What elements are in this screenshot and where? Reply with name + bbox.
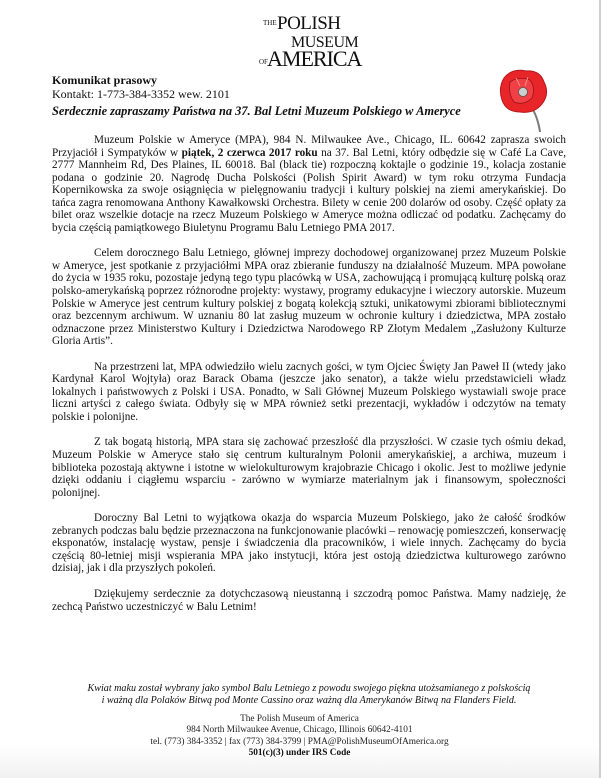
event-date: piątek, 2 czerwca 2017 roku — [181, 146, 318, 159]
footer-separator: | — [301, 736, 308, 747]
caption-line-1: Kwiat maku został wybrany jako symbol Balu Letniego z powodu swojego piękna utożsamianego z polskością — [87, 683, 531, 694]
contact-line: Kontakt: 1-773-384-3352 wew. 2101 — [52, 87, 230, 101]
footer-fax: fax (773) 384-3799 — [228, 736, 302, 747]
footer-tel: tel. (773) 384-3352 — [150, 736, 223, 747]
press-release-header — [52, 73, 230, 101]
paragraph-5: Doroczny Bal Letni to wyjątkowa okazja do wsparcia Muzeum Polskiego, jako że całość środków zebranych podczas balu będzie przeznaczona na funkcjonowanie placówki – renowację pomieszczeń, konserwację eksponatów, instalację wystaw, pensje i świadczenia dla pracowników, i wiele innych. Zachęcamy do bycia częścią 80-letniej misji wspierania MPA jako instytucji, która jest ostoją dziedzictwa kulturowego zarówno dzisiaj, jak i dla przyszłych pokoleń. — [52, 512, 566, 575]
paragraph-1-text-b: na 37. Bal Letni, który odbędzie się w Café La Cave, 2777 Mannheim Rd, Des Plaines, IL 60018. Bal (black tie) rozpoczną koktajle o godzinie 19., kolacja zostanie podana o godzinie 20. Nagrodę Ducha Polskości (Polish Spirit Award) w tym roku otrzyma Fundacja Kopernikowska za swoje osiągnięcia w pielęgnowaniu tradycji i kultury polskiej na ziemi amerykańskiej. Do tańca zagra renomowana Anthony Kawałkowski Orchestra. Bilety w cenie 200 dolarów od osoby. Część opłaty za bilet oraz wszelkie dotacje na rzecz Muzeum Polskiego w Ameryce można odliczać od podatku. Zachęcamy do bycia częścią pamiątkowego Biuletynu Programu Balu Letniego PMA 2017. — [52, 146, 566, 234]
logo-wordmark-icon — [255, 10, 365, 70]
footer-irs-status: 501(c)(3) under IRS Code — [248, 747, 351, 758]
paragraph-6: Dziękujemy serdecznie za dotychczasową nieustanną i szczodrą pomoc Państwa. Mamy nadzieję, że zechcą Państwo uczestniczyć w Balu Letnim! — [52, 587, 566, 613]
logo-museum: MUSEUM — [291, 34, 359, 51]
footer-separator: | — [222, 736, 229, 747]
footer-address: 984 North Milwaukee Avenue, Chicago, Illinois 60642-4101 — [186, 725, 413, 736]
paragraph-4: Z tak bogatą historią, MPA stara się zachować przeszłość dla przyszłości. W czasie tych ośmiu dekad, Muzeum Polskie w Ameryce stało się centrum kulturalnym Polonii amerykańskiej, a archiwa, muzeum i biblioteka pozostają aktywne i istotne w wielokulturowym krajobrazie Chicago i okolic. Jest to możliwe jedynie dzięki oddaniu i ciągłemu wsparciu - zarówno w wymiarze materialnym jak i finansowym, społeczności polonijnej. — [52, 436, 566, 499]
paragraph-2: Celem dorocznego Balu Letniego, głównej imprezy dochodowej organizowanej przez Muzeum Polskie w Ameryce, jest spotkanie z przyjaciółmi MPA oraz zbieranie funduszy na działalność Muzeum. MPA powołane do życia w 1935 roku, pozostaje jedyną tego typu placówką w USA, zachowującą i promującą kulturę polską oraz polsko-amerykańską poprzez różnorodne projekty: wystawy, programy edukacyjne i wieczory autorskie. Muzeum Polskie w Ameryce jest centrum kultury polskiej z bogatą kolekcją sztuki, unikatowymi zbiorami bibliotecznymi oraz bezcennym archiwum. W uznaniu 80 lat zasług muzeum w ochronie kultury i dziedzictwa, MPA zostało odznaczone przez Ministerstwo Kultury i Dziedzictwa Narodowego RP Złotym Medalem „Zasłużony Kulturze Gloria Artis”. — [52, 247, 566, 348]
headline: Serdecznie zapraszamy Państwa na 37. Bal Letni Muzeum Polskiego w Ameryce — [52, 104, 461, 118]
press-release-label: Komunikat prasowy — [52, 73, 158, 87]
poppy-center — [519, 88, 528, 97]
letterhead-footer — [0, 714, 599, 759]
paragraph-1 — [52, 134, 566, 234]
polish-museum-of-america-logo — [255, 10, 365, 70]
logo-america: AMERICA — [267, 46, 362, 70]
paragraph-1-text-a: Muzeum Polskie w Ameryce (MPA), 984 N. Milwaukee Ave., Chicago, IL. 60642 zaprasza swoich Przyjaciół i Sympatyków w — [52, 134, 566, 159]
paragraph-3: Na przestrzeni lat, MPA odwiedziło wielu zacnych gości, w tym Ojciec Święty Jan Paweł II (wtedy jako Kardynał Karol Wojtyła) oraz Barack Obama (jeszcze jako senator), a także wielu przedstawicieli władz lokalnych i państwowych z Polski i USA. Ponadto, w Sali Głównej Muzeum Polskiego wystawiali swoje prace liczni artyści z całego świata. Odbyły się w MPA również setki prezentacji, wykładów i odczytów na tematy polskie i polonijne. — [52, 360, 566, 423]
body-text — [52, 134, 566, 626]
logo-polish: POLISH — [277, 13, 341, 34]
poppy-caption — [52, 683, 566, 707]
poppy-stem — [532, 108, 540, 132]
logo-of: OF — [259, 58, 268, 66]
footer-contact-line — [0, 737, 599, 748]
poppy-flower-icon — [498, 68, 550, 134]
logo-the: THE — [263, 19, 277, 27]
footer-org-name: The Polish Museum of America — [240, 714, 359, 724]
footer-email-link[interactable]: PMA@PolishMuseumOfAmerica.org — [307, 736, 449, 747]
caption-line-2: i ważną dla Polaków Bitwą pod Monte Cassino oraz ważną dla Amerykanów Bitwą na Flanders Field. — [101, 695, 517, 706]
